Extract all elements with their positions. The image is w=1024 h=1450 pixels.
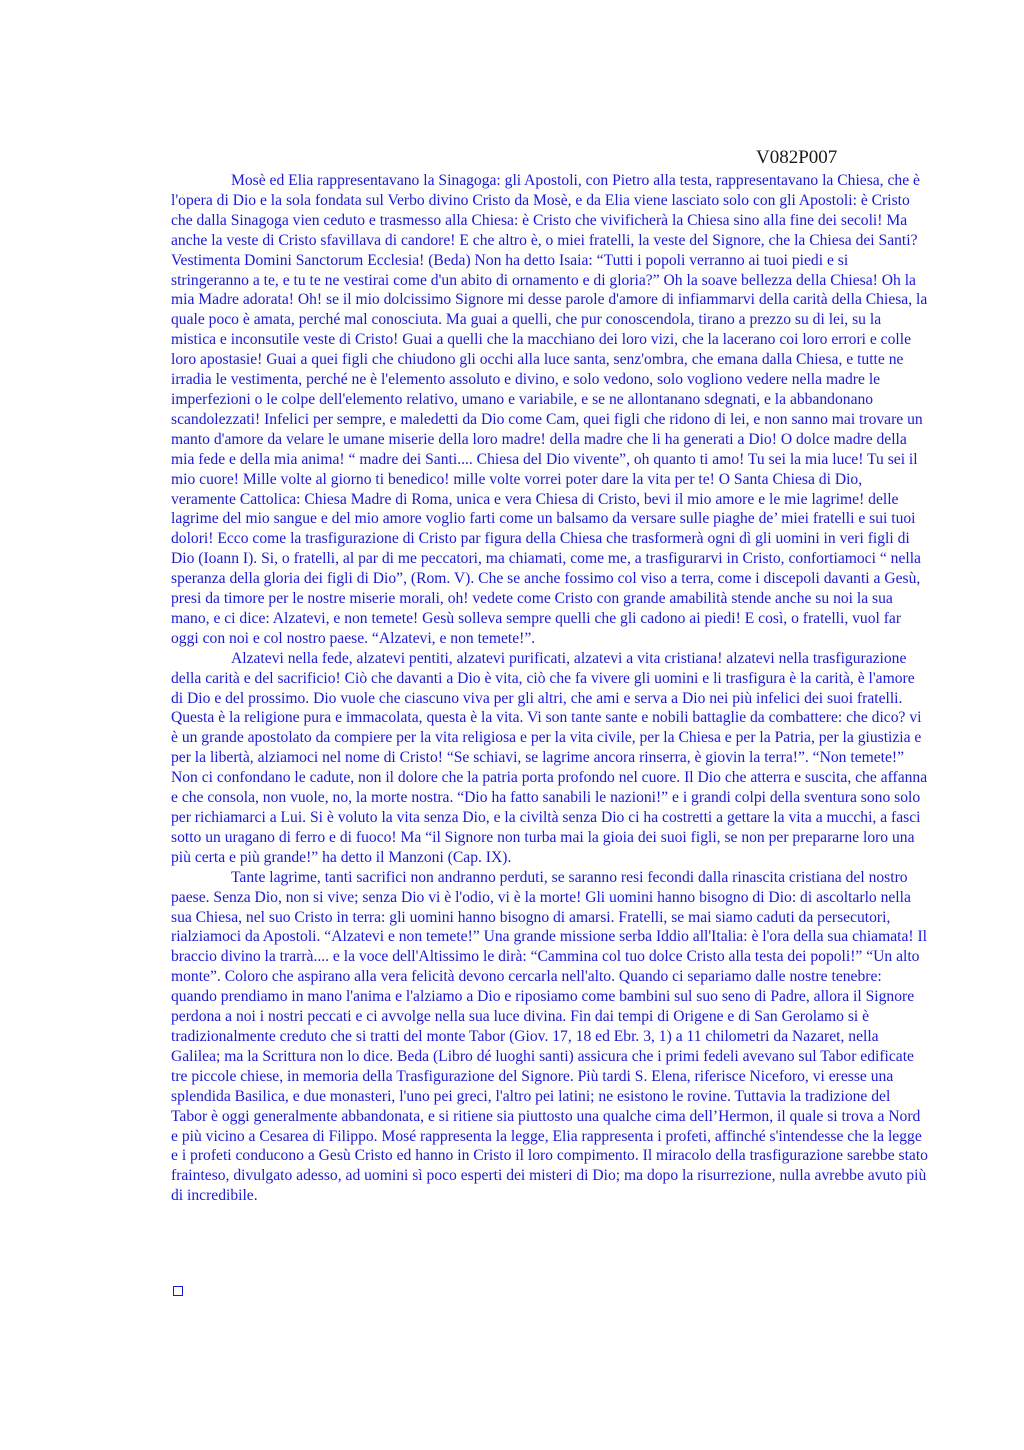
end-box-glyph [173,1286,183,1296]
body-text [171,171,929,1206]
paragraph-2: Alzatevi nella fede, alzatevi pentiti, alzatevi purificati, alzatevi a vita cristiana! alzatevi nella trasfigurazione della carità e del sacrificio! Ciò che davanti a Dio è vita, ciò che fa vivere gli uomini e li trasfigura è la carità, è l'amore di Dio e del prossimo. Dio vuole che ciascuno viva per gli altri, che ami e serva a Dio nei più infelici dei suoi fratelli. Questa è la religione pura e immacolata, questa è la vita. Vi son tante sante e nobili battaglie da combattere: che dico? vi è un grande apostolato da compiere per la vita religiosa e per la vita civile, per la Chiesa e per la Patria, per la giustizia e per la libertà, alziamoci nel nome di Cristo! “Se schiavi, se lagrime ancora rinserra, è giovin la terra!”. “Non temete!” Non ci confondano le cadute, non il dolore che la patria porta profondo nel cuore. Il Dio che atterra e suscita, che affanna e che consola, non vuole, no, la morte nostra. “Dio ha fatto sanabili le nazioni!” e i grandi colpi della sventura sono solo per richiamarci a Lui. Si è voluto la vita senza Dio, e la civiltà senza Dio ci ha costretti a gettare la vita a mucchi, a fasci sotto un uragano di ferro e di fuoco! Ma “il Signore non turba mai la gioia dei suoi figli, se non per prepararne loro una più certa e più grande!” ha detto il Manzoni (Cap. IX). [171,649,928,866]
paragraph-1: Mosè ed Elia rappresentavano la Sinagoga: gli Apostoli, con Pietro alla testa, rappresentavano la Chiesa, che è l'opera di Dio e la sola fondata sul Verbo divino Cristo da Mosè, e da Elia viene lasciato solo con gli Apostoli: è Cristo che dalla Sinagoga vien ceduto e trasmesso alla Chiesa: è Cristo che vivificherà la Chiesa sino alla fine dei secoli! Ma anche la veste di Cristo sfavillava di candore! E che altro è, o miei fratelli, la veste del Signore, che la Chiesa dei Santi? Vestimenta Domini Sanctorum Ecclesia! (Beda) Non ha detto Isaia: “Tutti i popoli verranno ai tuoi piedi e si stringeranno a te, e tu te ne vestirai come d'un abito di ornamento e di gloria?” Oh la soave bellezza della Chiesa! Oh la mia Madre adorata! Oh! se il mio dolcissimo Signore mi desse parole d'amore di infiammarvi della carità della Chiesa, la quale poco è amata, perché mal conosciuta. Ma guai a quelli, che pur conoscendola, tirano a prezzo su di lei, su la mistica e inconsutile veste di Cristo! Guai a quelli che la macchiano dei loro vizi, che la lacerano coi loro errori e colle loro apostasie! Guai a quei figli che chiudono gli occhi alla luce santa, senz'ombra, che emana dalla Chiesa, e tutte ne irradia le vestimenta, perché ne è l'elemento assoluto e divino, e solo vedono, solo vogliono vedere nella madre le imperfezioni o le colpe dell'elemento relativo, umano e variabile, e se ne allontanano sdegnati, e la abbandonano scandolezzati! Infelici per sempre, e maledetti da Dio come Cam, quei figli che ridono di lei, e non sanno mai trovare un manto d'amore da velare le umane miserie della loro madre! della madre che li ha generati a Dio! O dolce madre della mia fede e della mia anima! “ madre dei Santi.... Chiesa del Dio vivente”, oh quanto ti amo! Tu sei la mia luce! Tu sei il mio cuore! Mille volte al giorno ti benedico! mille volte vorrei poter dare la vita per te! O Santa Chiesa di Dio, veramente Cattolica: Chiesa Madre di Roma, unica e vera Chiesa di Cristo, bevi il mio amore e le mie lagrime! delle lagrime del mio sangue e del mio amore voglio farti come un balsamo da versare sulle piaghe de’ miei fratelli e sui tuoi dolori! Ecco come la trasfigurazione di Cristo par figura della Chiesa che trasformerà ogni dì gli uomini in veri figli di Dio (Ioann I). Si, o fratelli, al par di me peccatori, ma chiamati, come me, a trasfigurarvi in Cristo, confortiamoci “ nella speranza della gloria dei figli di Dio”, (Rom. V). Che se anche fossimo col viso a terra, come i discepoli davanti a Gesù, presi da timore per le nostre miserie morali, oh! vedete come Cristo con grande amabilità stende anche su noi la sua mano, e ci dice: Alzatevi, e non temete! Gesù solleva sempre quelli che gli cadono ai piedi! E così, o fratelli, vuol far oggi con noi e col nostro paese. “Alzatevi, e non temete!”. [171,172,928,647]
paragraph-3: Tante lagrime, tanti sacrifici non andranno perduti, se saranno resi fecondi dalla rinascita cristiana del nostro paese. Senza Dio, non si vive; senza Dio vi è l'odio, vi è la morte! Gli uomini hanno bisogno di Dio: di ascoltarlo nella sua Chiesa, nel suo Cristo in terra: gli uomini hanno bisogno di amarsi. Fratelli, se mai siamo caduti da persecutori, rialziamoci da Apostoli. “Alzatevi e non temete!” Una grande missione serba Iddio all'Italia: è l'ora della sua chiamata! Il braccio divino la trarrà.... e la voce dell'Altissimo le dirà: “Cammina col tuo dolce Cristo alla testa dei popoli!” “Un alto monte”. Coloro che aspirano alla vera felicità devono cercarla nell'alto. Quando ci separiamo dalle nostre tenebre: quando prendiamo in mano l'anima e l'alziamo a Dio e riposiamo come bambini sul suo seno di Padre, allora il Signore perdona a noi i nostri peccati e ci avvolge nella sua luce divina. Fin dai tempi di Origene e di San Gerolamo si è tradizionalmente creduto che si tratti del monte Tabor (Giov. 17, 18 ed Ebr. 3, 1) a 11 chilometri da Nazaret, nella Galilea; ma la Scrittura non lo dice. Beda (Libro dé luoghi santi) assicura che i primi fedeli avevano sul Tabor edificate tre piccole chiese, in memoria della Trasfigurazione del Signore. Più tardi S. Elena, riferisce Niceforo, vi eresse una splendida Basilica, e due monasteri, l'uno pei greci, l'altro pei latini; ne esistono le rovine. Tuttavia la tradizione del Tabor è oggi generalmente abbandonata, e si ritiene sia piuttosto una qualche cima dell’Hermon, il quale si trova a Nord e più vicino a Cesarea di Filippo. Mosé rappresenta la legge, Elia rappresenta i profeti, affinché s'intendesse che la legge e i profeti conducono a Gesù Cristo ed hanno in Cristo il loro compimento. Il miracolo della trasfigurazione sarebbe stato frainteso, divulgato adesso, ad uomini sì poco esperti dei misteri di Dio; ma dopo la risurrezione, nulla avrebbe avuto più di incredibile. [171,868,928,1205]
page-code: V082P007 [756,147,838,168]
